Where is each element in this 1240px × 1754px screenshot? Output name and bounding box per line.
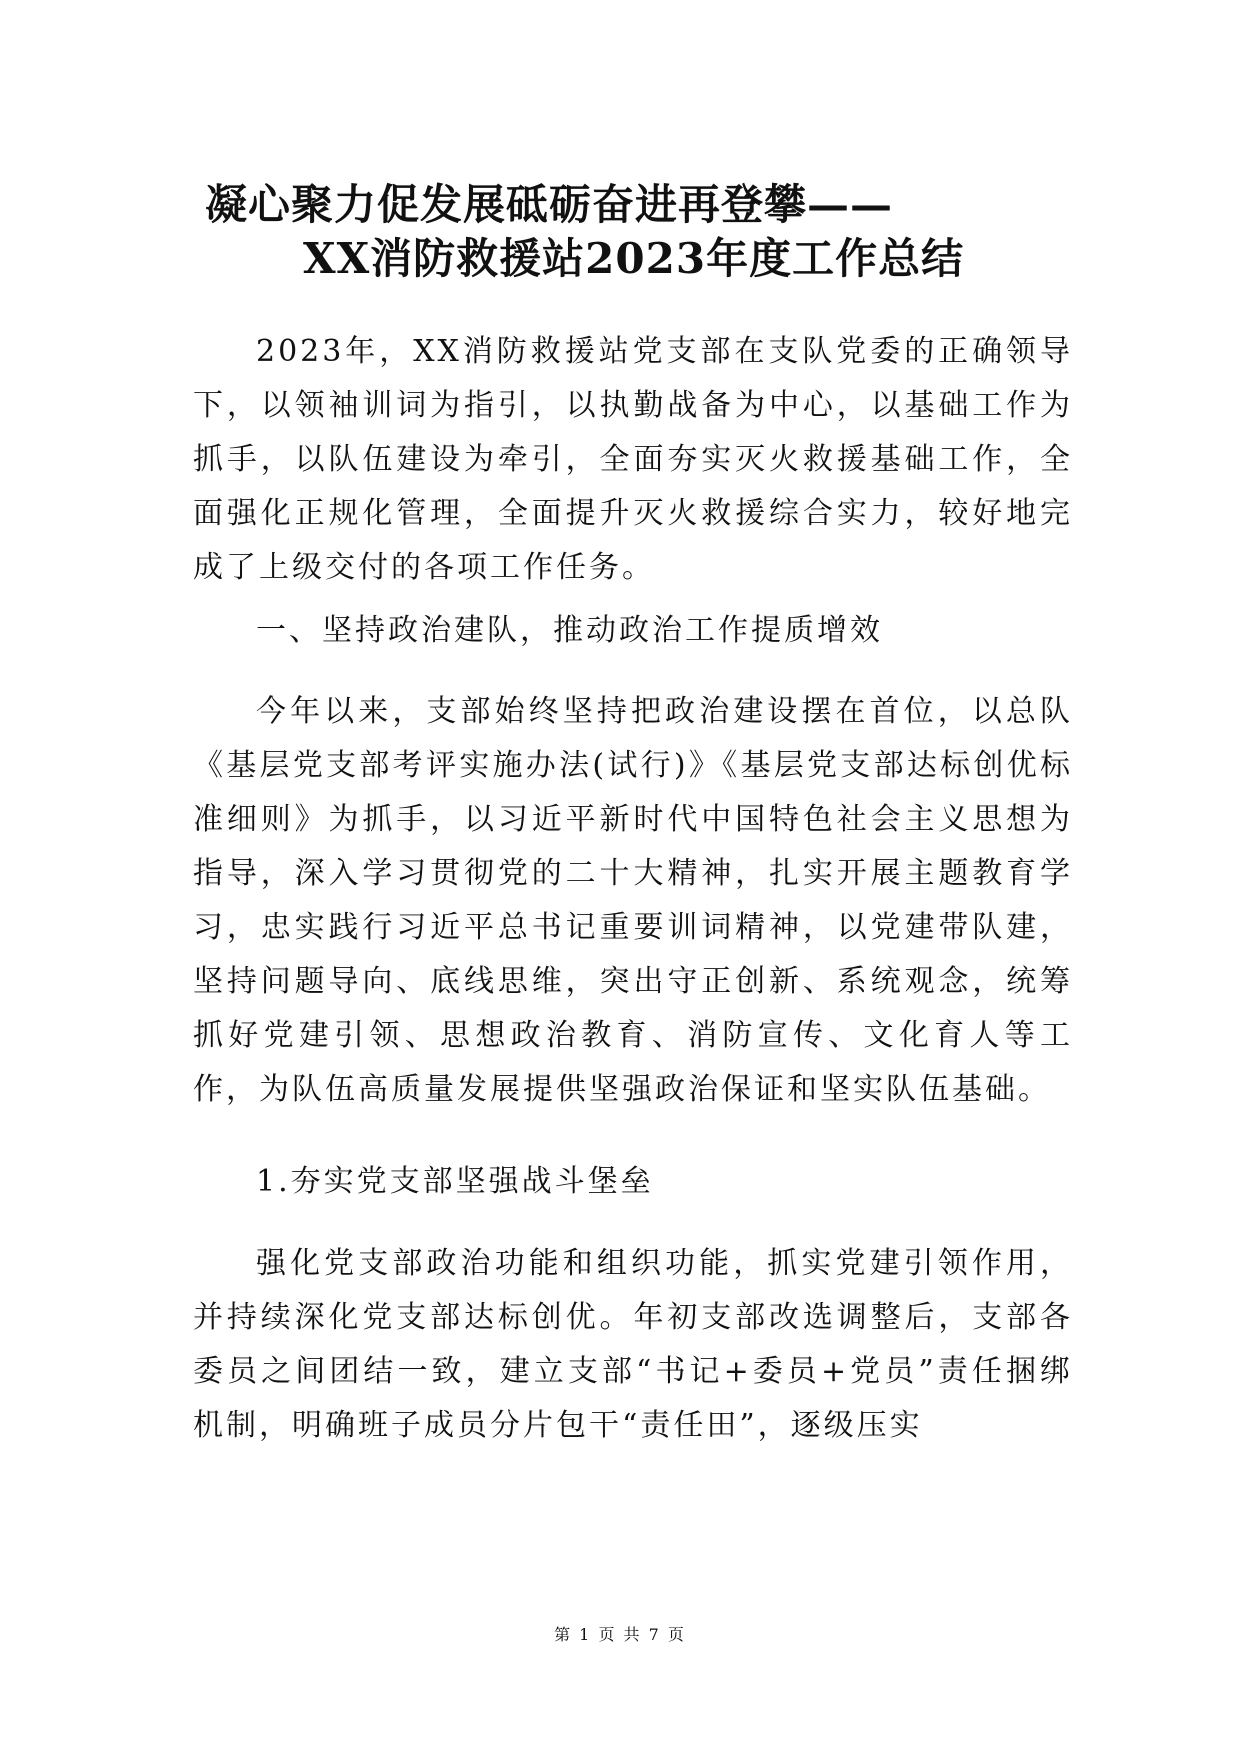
title-line-2: XX消防救援站2023年度工作总结: [303, 234, 965, 283]
subsection-heading-1: 1.夯实党支部坚强战斗堡垒: [256, 1164, 654, 1199]
section-1-paragraph: 今年以来，支部始终坚持把政治建设摆在首位，以总队《基层党支部考评实施办法(试行)》《基层党支部达标创优标准细则》为抓手，以习近平新时代中国特色社会主义思想为指导，深入学习贯彻党的二十大精神，扎实开展主题教育学习，忠实践行习近平总书记重要训词精神，以党建带队建，坚持问题导向、底线思维，突出守正创新、系统观念，统筹抓好党建引领、思想政治教育、消防宣传、文化育人等工作，为队伍高质量发展提供坚强政治保证和坚实队伍基础。: [193, 694, 1073, 1107]
subsection-1-paragraph: 强化党支部政治功能和组织功能，抓实党建引领作用，并持续深化党支部达标创优。年初支部改选调整后，支部各委员之间团结一致，建立支部“书记+委员+党员”责任捆绑机制，明确班子成员分片包干“责任田”，逐级压实: [193, 1246, 1073, 1443]
intro-paragraph: 2023年，XX消防救援站党支部在支队党委的正确领导下，以领袖训词为指引，以执勤战备为中心，以基础工作为抓手，以队伍建设为牵引，全面夯实灭火救援基础工作，全面强化正规化管理，全面提升灭火救援综合实力，较好地完成了上级交付的各项工作任务。: [193, 334, 1073, 585]
page-number-footer: 第 1 页 共 7 页: [554, 1625, 686, 1644]
section-heading-1: 一、坚持政治建队，推动政治工作提质增效: [256, 613, 883, 648]
title-line-1: 凝心聚力促发展砥砺奋进再登攀——: [205, 180, 894, 229]
